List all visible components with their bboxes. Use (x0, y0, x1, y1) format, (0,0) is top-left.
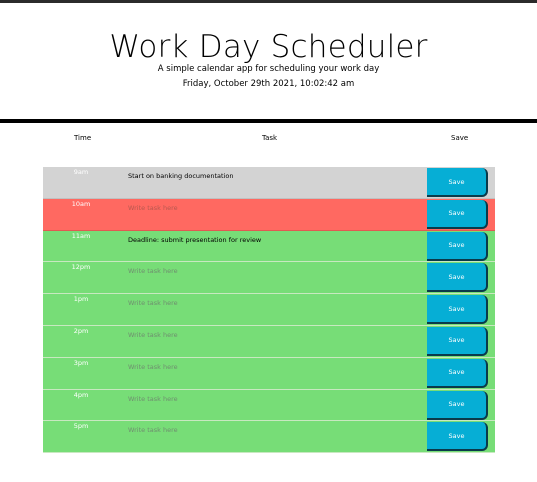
save-button[interactable]: Save (427, 200, 488, 229)
hour-label: 12pm (71, 263, 91, 272)
hour-label: 11am (71, 231, 91, 240)
task-input[interactable]: Write task here (128, 362, 178, 371)
time-block-row (43, 358, 495, 390)
task-input[interactable]: Deadline: submit presentation for review (128, 235, 262, 244)
save-button[interactable]: Save (427, 168, 488, 197)
task-input[interactable]: Write task here (128, 426, 178, 435)
save-button[interactable]: Save (427, 359, 488, 388)
hour-label: 1pm (73, 295, 89, 304)
current-date: Friday, October 29th 2021, 10:02:42 am (182, 79, 355, 89)
time-block-row (43, 421, 495, 453)
time-block-row (43, 326, 495, 358)
time-block-list (43, 167, 495, 453)
hour-label: 10am (71, 199, 91, 208)
save-button[interactable]: Save (427, 263, 488, 292)
column-header-task: Task (262, 134, 278, 142)
hour-label: 4pm (73, 390, 89, 399)
task-input[interactable]: Write task here (128, 299, 178, 308)
save-button[interactable]: Save (427, 232, 488, 261)
hour-label: 3pm (73, 358, 89, 367)
save-button[interactable]: Save (427, 422, 488, 451)
column-header-save: Save (451, 134, 469, 142)
save-button[interactable]: Save (427, 327, 488, 356)
task-input[interactable]: Write task here (128, 267, 178, 276)
header (0, 3, 537, 119)
save-button[interactable]: Save (427, 391, 488, 420)
task-input[interactable]: Write task here (128, 203, 178, 212)
time-block-row (43, 294, 495, 326)
column-header-time: Time (74, 134, 92, 142)
column-headers (0, 134, 537, 146)
task-input[interactable]: Write task here (128, 394, 178, 403)
time-block-row (43, 262, 495, 294)
save-button[interactable]: Save (427, 295, 488, 324)
hour-label: 9am (73, 168, 89, 176)
time-block-row (43, 390, 495, 422)
time-block-row (43, 167, 495, 199)
header-divider (0, 119, 537, 123)
page-subtitle: A simple calendar app for scheduling your work day (157, 64, 380, 74)
task-input[interactable]: Write task here (128, 330, 178, 339)
hour-label: 2pm (73, 326, 89, 335)
task-input[interactable]: Start on banking documentation (128, 172, 234, 180)
page-title: Work Day Scheduler (109, 29, 428, 65)
hour-label: 5pm (73, 422, 89, 431)
time-block-row (43, 231, 495, 263)
time-block-row (43, 199, 495, 231)
